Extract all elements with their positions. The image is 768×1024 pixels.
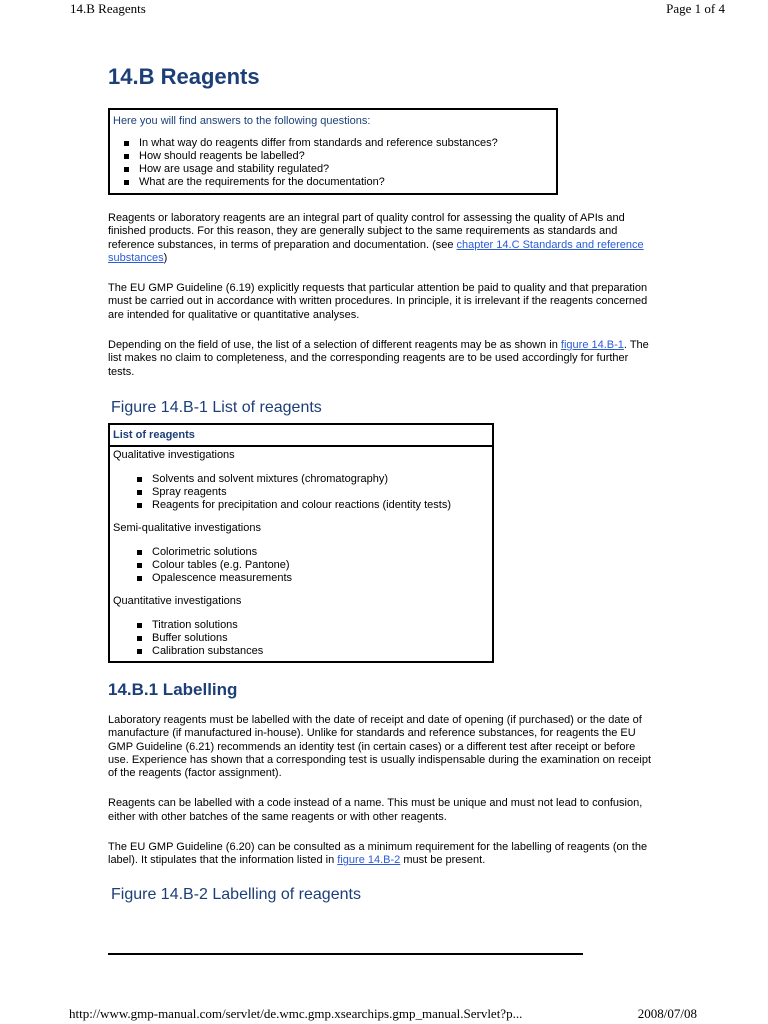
- qualitative-list: [113, 473, 492, 512]
- list-item: Spray reagents: [152, 486, 492, 499]
- group-label-qualitative: Qualitative investigations: [113, 448, 235, 461]
- field-of-use-paragraph: [108, 339, 656, 379]
- figure2-table-top-border: [108, 953, 583, 955]
- table-body: [110, 447, 492, 661]
- header-doc-title: 14.B Reagents: [70, 1, 146, 16]
- figure-14b1-link[interactable]: figure 14.B-1: [560, 339, 624, 352]
- figure1-caption: Figure 14.B-1 List of reagents: [111, 398, 322, 416]
- list-item: Opalescence measurements: [152, 572, 492, 585]
- questions-box: [108, 108, 558, 195]
- list-item: Colour tables (e.g. Pantone): [152, 559, 492, 572]
- labelling-paragraph-2: Reagents can be labelled with a code instead of a name. This must be unique and must not lead to confusion, either with other batches of the same reagents or with other reagents.: [108, 797, 643, 823]
- quantitative-list: [113, 619, 492, 658]
- figure-14b2-link[interactable]: figure 14.B-2: [337, 854, 401, 867]
- chapter-14c-link[interactable]: chapter 14.C Standards and reference substances: [108, 238, 644, 264]
- group-label-quantitative: Quantitative investigations: [113, 594, 242, 607]
- list-item: In what way do reagents differ from standards and reference substances?: [139, 137, 556, 150]
- list-item: Solvents and solvent mixtures (chromatography): [152, 473, 492, 486]
- header-page-info: Page 1 of 4: [666, 1, 725, 16]
- table-header: List of reagents: [110, 425, 492, 447]
- paragraph-text: Depending on the field of use, the list of a selection of different reagents may be as shown in: [108, 339, 561, 352]
- list-item: Colorimetric solutions: [152, 546, 492, 559]
- intro-paragraph: [108, 212, 656, 265]
- list-item: Reagents for precipitation and colour reactions (identity tests): [152, 499, 492, 512]
- paragraph-text: . The list makes no claim to completeness, and the corresponding reagents are to be used accordingly for further tests.: [108, 339, 649, 378]
- list-item: What are the requirements for the documentation?: [139, 176, 556, 189]
- footer-date: 2008/07/08: [637, 1006, 697, 1021]
- footer-url: http://www.gmp-manual.com/servlet/de.wmc.gmp.xsearchips.gmp_manual.Servlet?p...: [69, 1006, 523, 1021]
- questions-list: [113, 137, 556, 189]
- paragraph-text: The EU GMP Guideline (6.20) can be consulted as a minimum requirement for the labelling of reagents (on the label). It stipulates that the information listed in: [108, 841, 648, 867]
- list-item: How should reagents be labelled?: [139, 150, 556, 163]
- list-item: Titration solutions: [152, 619, 492, 632]
- reagents-table: [108, 423, 494, 663]
- paragraph-text: must be present.: [400, 854, 486, 867]
- page-title: 14.B Reagents: [108, 64, 260, 89]
- labelling-paragraph-1: Laboratory reagents must be labelled with the date of receipt and date of opening (if purchased) or the date of manufacture (if manufactured in-house). Unlike for standards and reference substances, for reagents the EU GMP Guideline (6.21) recommends an identity test (in certain cases) or a different test after receipt or before use. Experience has shown that a corresponding test is usually indispensable during the examination on receipt of the reagents (factor assignment).: [108, 713, 651, 780]
- section-title-labelling: 14.B.1 Labelling: [108, 679, 238, 699]
- figure2-caption: Figure 14.B-2 Labelling of reagents: [111, 885, 361, 903]
- semi-qualitative-list: [113, 546, 492, 585]
- paragraph-text: Reagents or laboratory reagents are an integral part of quality control for assessing the quality of APIs and finished products. For this reason, they are generally subject to the same requirements as standards and reference substances, in terms of preparation and documentation. (see: [108, 212, 625, 251]
- gmp-paragraph: The EU GMP Guideline (6.19) explicitly requests that particular attention be paid to quality and that preparation must be carried out in accordance with written procedures. In principle, it is irrelevant if the reagents concerned are intended for qualitative or quantitative analyses.: [108, 282, 648, 321]
- paragraph-text: ): [163, 251, 168, 264]
- list-item: How are usage and stability regulated?: [139, 163, 556, 176]
- document-content: [108, 63, 656, 905]
- print-footer: [0, 1005, 768, 1024]
- questions-intro: Here you will find answers to the following questions:: [113, 115, 371, 127]
- labelling-paragraph-3: [108, 841, 656, 868]
- print-header: [0, 0, 768, 20]
- group-label-semi-qualitative: Semi-qualitative investigations: [113, 521, 261, 534]
- list-item: Buffer solutions: [152, 632, 492, 645]
- list-item: Calibration substances: [152, 645, 492, 658]
